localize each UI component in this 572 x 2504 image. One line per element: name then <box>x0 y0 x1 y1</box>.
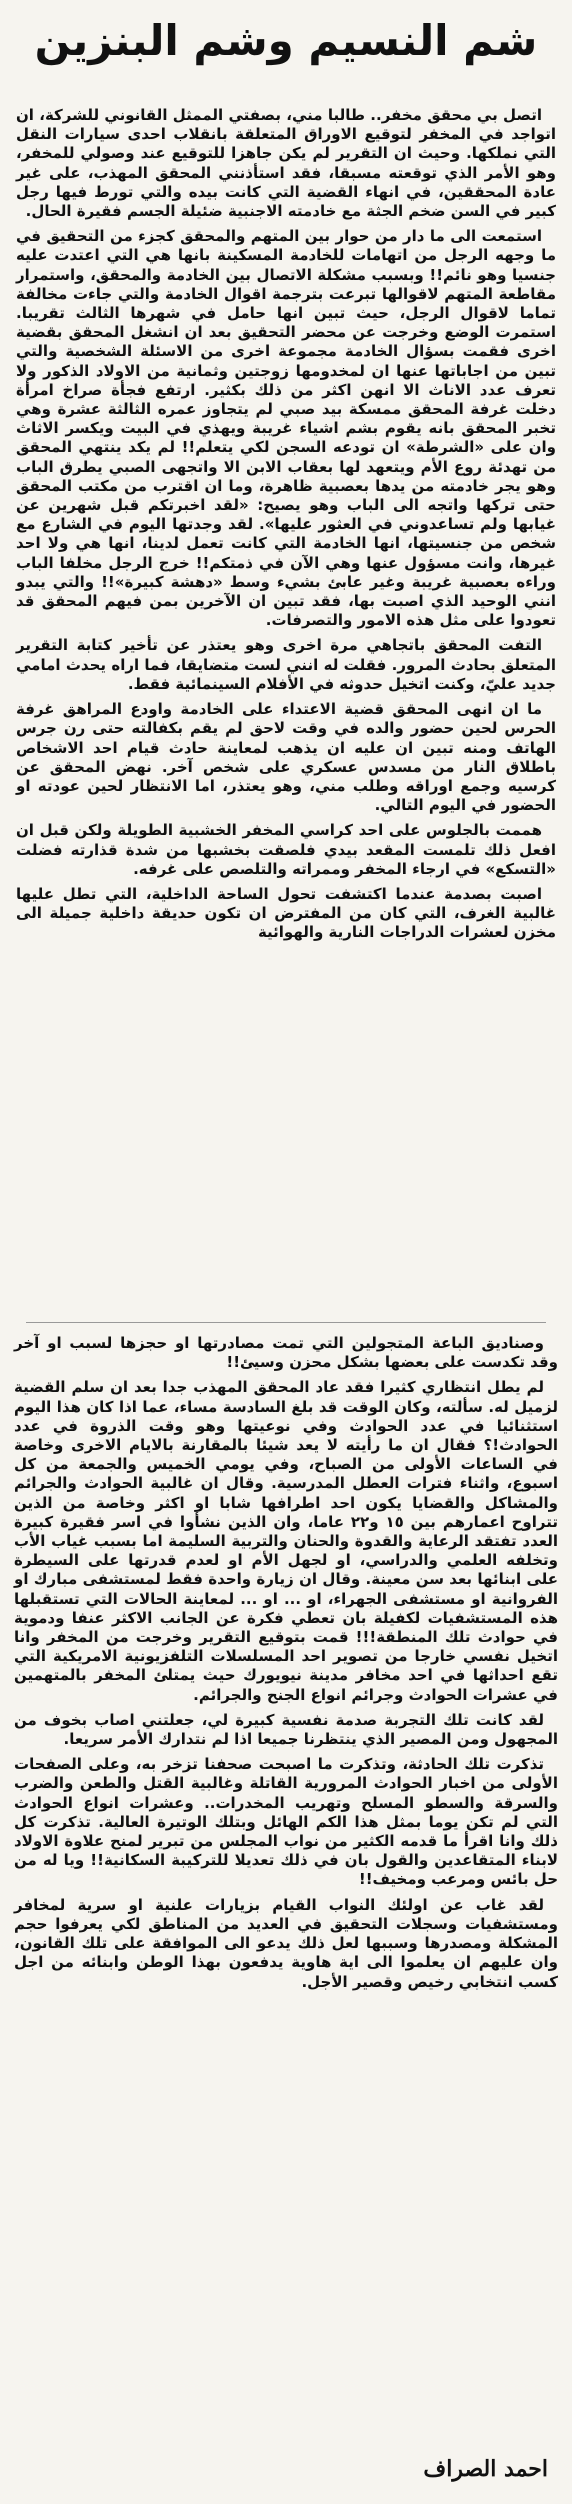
paragraph: تذكرت تلك الحادثة، وتذكرت ما اصبحت صحفنا تزخر به، وعلى الصفحات الأولى من اخبار الحوادث المرورية القاتلة وغالبية القتل والطعن والضرب والسرقة والسطو المسلح وتهريب المخدرات.. وعشرات انواع الحوادث التي لم تكن يوما بمثل هذا الكم الهائل وبتلك الوتيرة العالية. تذكرت كل ذلك وانا اقرأ ما قدمه الكثير من نواب المجلس من تبرير لمنح علاوة الاولاد لابناء المتقاعدين والقول بان في ذلك تعديلا للتركيبة السكانية!! ويا له من حل بائس ومرعب ومخيف!! <box>14 1755 558 1889</box>
paragraph: اصبت بصدمة عندما اكتشفت تحول الساحة الداخلية، التي تطل عليها غالبية الغرف، التي كان من المفترض ان تكون حديقة داخلية جميلة الى مخزن لعشرات الدراجات النارية والهوائية <box>16 884 556 942</box>
paragraph: اتصل بي محقق مخفر.. طالبا مني، بصفتي الممثل القانوني للشركة، ان اتواجد في المخفر لتوقيع الاوراق المتعلقة بانقلاب احدى سيارات النقل التي نملكها. وحيث ان التقرير لم يكن جاهزا للتوقيع عند وصولي للمخفر، وهو الأمر الذي توقعته مسبقا، فقد استأذنني المحقق المهذب، على غير عادة المحققين، في انهاء القضية التي كانت بيده والتي تورط فيها رجل كبير في السن ضخم الجثة مع خادمته الاجنبية ضئيلة الجسم فقيرة الحال. <box>16 106 556 221</box>
paragraph: استمعت الى ما دار من حوار بين المتهم والمحقق كجزء من التحقيق في ما وجهه الرجل من اتهامات للخادمة المسكينة بانها هي التي اعتدت عليه جنسيا وهو نائم!! وبسبب مشكلة الاتصال بين الخادمة والمحقق، واستمرار مقاطعة المتهم لاقوالها تبرعت بترجمة اقوال الخادمة والتي جاءت مخالفة تماما لاقوال الرجل، حيث تبين انها حامل في شهرها الثالث تقريبا. استمرت الوضع وخرجت عن محضر التحقيق بعد ان انشغل المحقق بقضية اخرى فقمت بسؤال الخادمة مجموعة اخرى من الاسئلة الشخصية والتي تبين من اجاباتها عنها ان لمخدومها زوجتين وثمانية من الاولاد الذكور ولا تعرف عدد الاناث الا انهن اكثر من ذلك بكثير. ارتفع فجأة صراخ امرأة دخلت غرفة المحقق ممسكة بيد صبي لم يتجاوز عمره الثالثة عشرة وهي تخبر المحقق بانه يقوم بشم اشياء غريبة ويهذي في البيت ويكسر الاثاث وان على «الشرطة» ان تودعه السجن لكي يتعلم!! لم يكد ينتهي المحقق من تهدئة روع الأم ويتعهد لها بعقاب الابن الا واتجهى الصبي يطرق الباب وهو يجر خادمته من يدها بعصبية ظاهرة، وما ان اقترب من مكتب المحقق حتى تركها واتجه الى الباب وهو يصيح: «لقد اخبرتكم قبل شهرين عن غيابها ولم تساعدوني في العثور عليها». لقد وجدتها اليوم في الشارع مع شخص من جنسيتها، انها الخادمة التي كانت تعمل لدينا، انها هي ولا احد غيرها، وانت مسؤول عنها وهي الآن في ذمتكم!! خرج الرجل مخلفا الباب وراءه بعصبية غريبة وغير عابئ بشيء وسط «دهشة كبيرة»!! والتي يبدو انني الوحيد الذي اصبت بها، فقد تبين ان الآخرين بمن فيهم المحقق قد تعودوا على مثل هذه الامور والتصرفات. <box>16 227 556 630</box>
paragraph: ما ان انهى المحقق قضية الاعتداء على الخادمة واودع المراهق غرفة الحرس لحين حضور والده في وقت لاحق لم يقم بكفالته حتى رن جرس الهاتف ومنه تبين ان عليه ان يذهب لمعاينة حادث قيام احد الاشخاص باطلاق النار من مسدس عسكري على شخص آخر. نهض المحقق عن كرسيه وجمع اوراقه وطلب مني، وهو يعتذر، اما الانتظار لحين عودته او الحضور في اليوم التالي. <box>16 700 556 815</box>
paragraph: هممت بالجلوس على احد كراسي المخفر الخشبية الطويلة ولكن قبل ان افعل ذلك تلمست المقعد بيدي فلصقت بخشبها من شدة قذارته فضلت «التسكع» في ارجاء المخفر وممراته والتلصص على غرفه. <box>16 821 556 878</box>
author-signature: احمد الصراف <box>423 2456 548 2482</box>
paragraph: وصناديق الباعة المتجولين التي تمت مصادرتها او حجزها لسبب او آخر وقد تكدست على بعضها بشكل محزن وسيئ!! <box>14 1334 558 1372</box>
paragraph: التفت المحقق باتجاهي مرة اخرى وهو يعتذر عن تأخير كتابة التقرير المتعلق بحادث المرور. فقلت له انني لست متضايقا، فما اراه يحدث امامي جديد عليّ، وكنت اتخيل حدوثه في الأفلام السينمائية فقط. <box>16 636 556 693</box>
paragraph: لقد كانت تلك التجربة صدمة نفسية كبيرة لي، جعلتني اصاب بخوف من المجهول ومن المصير الذي ينتظرنا جميعا اذا لم نتدارك الأمر سريعا. <box>14 1710 558 1749</box>
article-title: شم النسيم وشم البنزين <box>34 16 538 65</box>
paragraph: لقد غاب عن اولئك النواب القيام بزيارات علنية او سرية لمخافر ومستشفيات وسجلات التحقيق في العديد من المناطق لكي يعرفوا حجم المشكلة ومصدرها وسببها لعل ذلك يدعو الى الموافقة على تلك القانون، وان عليهم ان يعلموا الى اية هاوية يدفعون بهذا الوطن وابنائه من اجل كسب انتخابي رخيص وقصير الأجل. <box>14 1895 558 1991</box>
article-body-part-2 <box>14 1334 558 1998</box>
column-divider <box>26 1322 546 1323</box>
article-body-part-1 <box>16 106 556 949</box>
paragraph: لم يطل انتظاري كثيرا فقد عاد المحقق المهذب جدا بعد ان سلم القضية لزميل له. سألته، وكان الوقت قد بلغ السادسة مساء، عما اذا كان هذا اليوم استثنائيا في عدد الحوادث وفي نوعيتها وهو وقت الذروة في عدد الحوادث!؟ فقال ان ما رأيته لا يعد شيئا بالمقارنة بالايام الاخرى وخاصة في الساعات الأولى من الصباح، وفي يومي الخميس والجمعة من كل اسبوع، واثناء فترات العطل المدرسية. وقال ان غالبية الحوادث والجرائم والمشاكل والقضايا يكون احد اطرافها شابا او اكثر وخاصة من الذين تتراوح اعمارهم بين ١٥ و٢٢ عاما، وان الذين نشأوا في اسر فقيرة كبيرة العدد تفتقد الرعاية والقدوة والحنان والتربية السليمة اما بسبب غياب الأب وتخلفه العلمي والدراسي، او لجهل الأم او لعدم قدرتها على السيطرة على ابنائها بعد سن معينة. وقال ان زيارة واحدة فقط لمستشفى مبارك او الفروانية او مستشفى الجهراء، او ... او ... لمعاينة الحالات التي تستقبلها هذه المستشفيات لكفيلة بان تعطي فكرة عن الجانب الاكثر عنفا ودموية في حوادث تلك المنطقة!!! قمت بتوقيع التقرير وخرجت من المخفر وانا اتخيل نفسي خارجا من تصوير احد المسلسلات التلفزيونية الامريكية التي تقع احداثها في احد مخافر مدينة نيويورك حيث يمتلئ المخفر بالمتهمين في عشرات الحوادث وجرائم انواع الجنح والجرائم. <box>14 1378 558 1704</box>
